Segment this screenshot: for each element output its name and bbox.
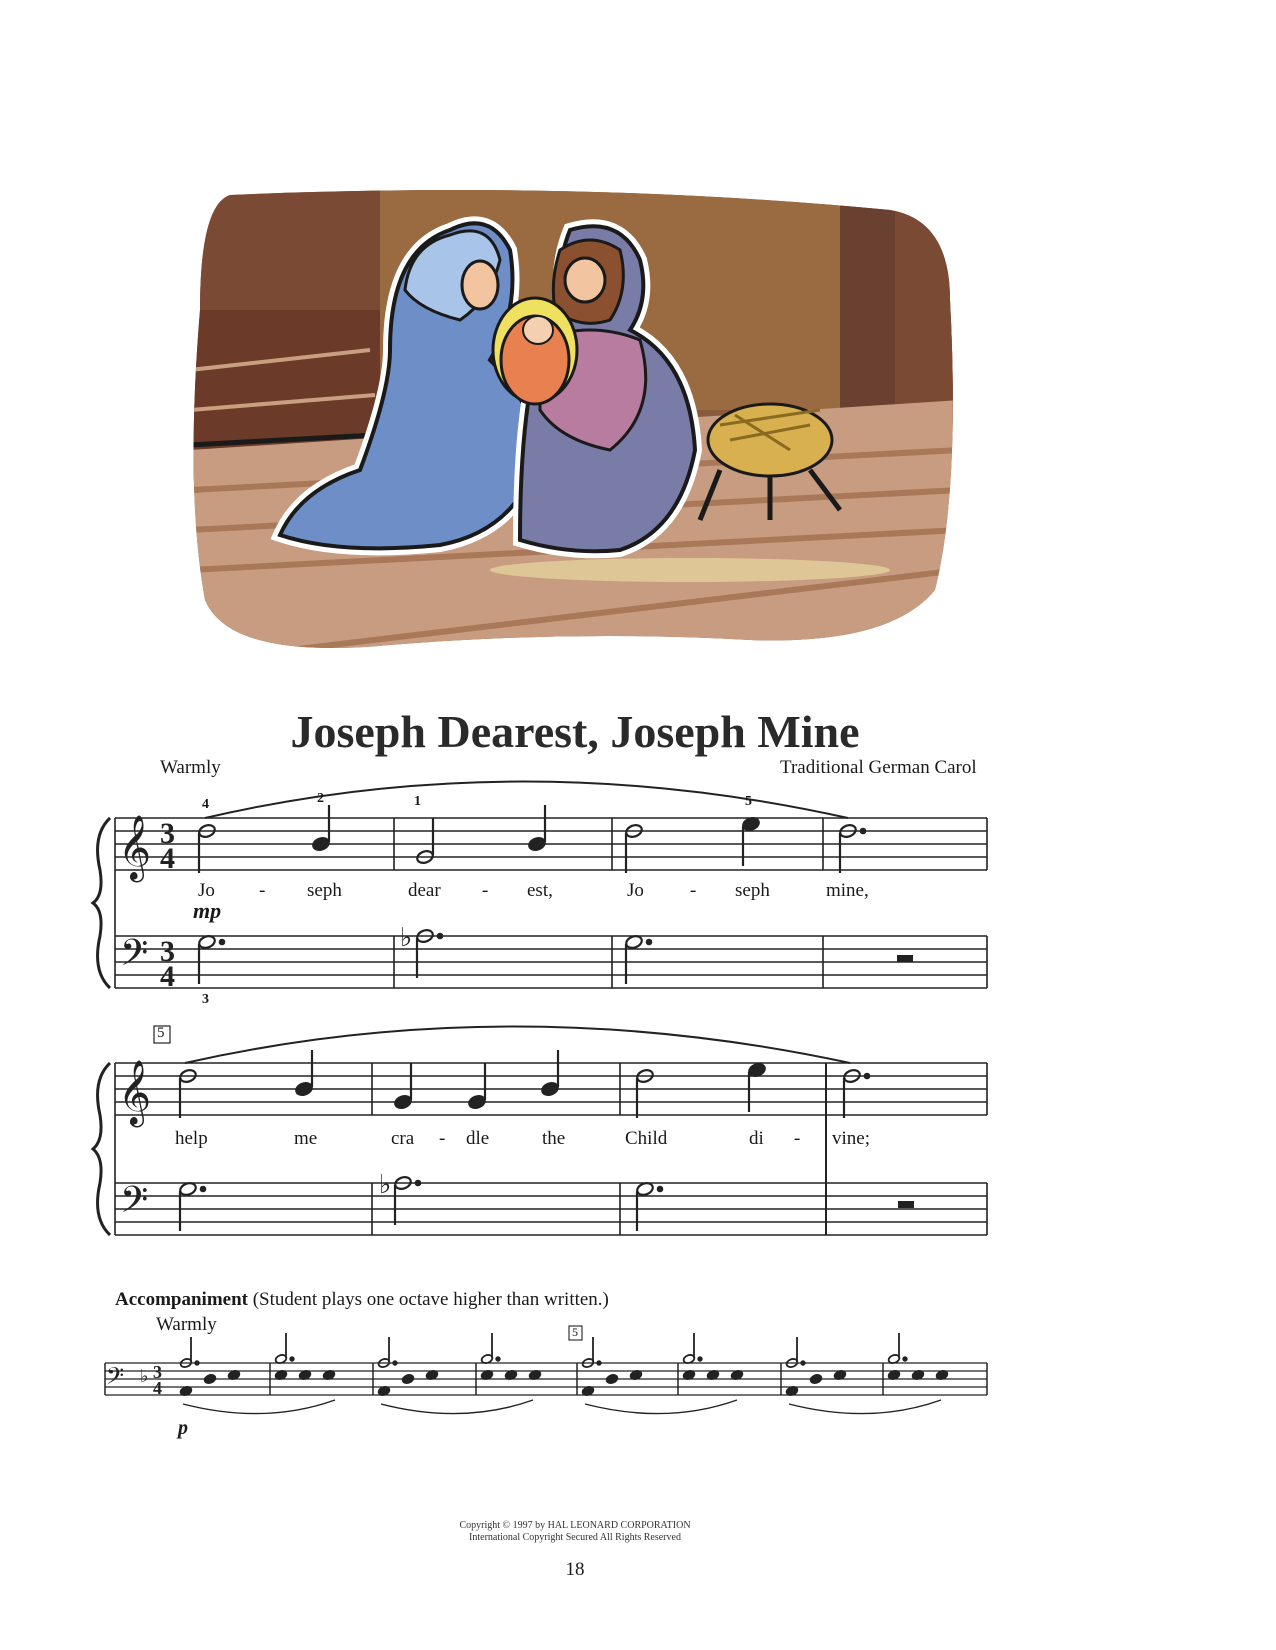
note-a4-quarter (312, 836, 331, 852)
accomp-lower-note (378, 1386, 391, 1397)
accomp-upper-note (683, 1354, 696, 1365)
accompaniment-notes (180, 1333, 949, 1414)
page-number: 18 (565, 1559, 585, 1580)
lyric-hyphen: - (794, 1128, 801, 1149)
copyright-line-2: International Copyright Secured All Rights Reserved (469, 1532, 681, 1543)
accomp-upper-note (180, 1358, 193, 1369)
accomp-slur (585, 1400, 737, 1414)
time-signature-bass (160, 935, 175, 993)
phrase-slur-2 (185, 1027, 850, 1064)
lyric: mine, (826, 880, 869, 901)
bass-staff-2 (115, 1183, 987, 1235)
svg-text:3: 3 (153, 1362, 162, 1382)
accomp-lower-note (810, 1374, 823, 1385)
lyric: dle (466, 1128, 490, 1149)
accomp-lower-note (912, 1370, 925, 1381)
svg-text:3: 3 (160, 817, 175, 850)
dot (801, 1361, 805, 1365)
fingering-1: 1 (414, 794, 421, 809)
dot (496, 1357, 500, 1361)
accomp-upper-note (786, 1358, 799, 1369)
svg-text:4: 4 (160, 960, 175, 993)
measure-number: 5 (157, 1025, 165, 1041)
accomp-upper-note (378, 1358, 391, 1369)
note-a4-quarter (528, 836, 547, 852)
composer-credit: Traditional German Carol (780, 757, 977, 778)
accomp-lower-note (323, 1370, 336, 1381)
accomp-lower-note (228, 1370, 241, 1381)
tempo-marking: Warmly (160, 757, 221, 778)
barlines-1 (115, 818, 987, 988)
note-c5-dotted-half (839, 823, 858, 839)
accomp-lower-note (936, 1370, 949, 1381)
bass-notes-2 (179, 1170, 914, 1231)
lyric: dear (408, 880, 441, 901)
flat-sign: ♭ (400, 923, 413, 953)
treble-staff-1 (115, 818, 987, 870)
accomp-lower-note (180, 1386, 193, 1397)
accomp-lower-note (204, 1374, 217, 1385)
note-f4-half (416, 849, 435, 865)
accomp-lower-note (529, 1370, 542, 1381)
accomp-lower-note (299, 1370, 312, 1381)
bass-staff-1 (115, 936, 987, 988)
bass-clef: 𝄢 (106, 1362, 125, 1395)
whole-rest (897, 955, 913, 962)
lyric-hyphen: - (482, 880, 489, 901)
lyric: seph (307, 880, 342, 901)
fingering-2: 2 (317, 791, 324, 806)
fingering-5: 5 (745, 794, 752, 809)
treble-notes-2 (179, 1050, 870, 1118)
accomp-slur (381, 1400, 533, 1414)
measure-number: 5 (572, 1325, 578, 1339)
accompaniment-heading (115, 1289, 609, 1311)
dot (903, 1357, 907, 1361)
note-d5-quarter (742, 816, 761, 832)
accomp-slur (789, 1400, 941, 1414)
treble-notes-1 (198, 805, 866, 873)
lyric: est, (527, 880, 553, 901)
accomp-upper-note (481, 1354, 494, 1365)
accomp-lower-note (707, 1370, 720, 1381)
copyright-notice (0, 1520, 1150, 1544)
lyric: seph (735, 880, 770, 901)
accompaniment-tempo: Warmly (156, 1314, 217, 1335)
dot (195, 1361, 199, 1365)
bass-clef: 𝄢 (120, 1179, 149, 1230)
dot (290, 1357, 294, 1361)
accomp-lower-note (786, 1386, 799, 1397)
svg-text:4: 4 (160, 842, 175, 875)
accomp-lower-note (630, 1370, 643, 1381)
dot (597, 1361, 601, 1365)
dot (393, 1361, 397, 1365)
accomp-slur (183, 1400, 335, 1414)
accomp-lower-note (834, 1370, 847, 1381)
svg-text:3: 3 (160, 935, 175, 968)
accomp-upper-note (582, 1358, 595, 1369)
accomp-lower-note (888, 1370, 901, 1381)
dynamic-p: p (178, 1417, 188, 1439)
accomp-lower-note (481, 1370, 494, 1381)
note-c5-half (198, 823, 217, 839)
fingering-4: 4 (202, 797, 209, 812)
fingering-bass-3: 3 (202, 992, 209, 1007)
accomp-lower-note (426, 1370, 439, 1381)
accomp-upper-note (275, 1354, 288, 1365)
accomp-lower-note (731, 1370, 744, 1381)
nativity-illustration (190, 190, 960, 650)
whole-rest (898, 1201, 914, 1208)
flat-sign: ♭ (379, 1170, 392, 1200)
lyric: Child (625, 1128, 668, 1149)
bass-clef: 𝄢 (120, 932, 149, 983)
lyric: help (175, 1128, 208, 1149)
lyric: Jo (198, 880, 215, 901)
svg-text:4: 4 (153, 1378, 162, 1398)
song-title: Joseph Dearest, Joseph Mine (290, 706, 860, 757)
treble-clef: 𝄞 (118, 1060, 152, 1125)
lyric: the (542, 1128, 566, 1149)
lyric: vine; (832, 1128, 870, 1149)
lyric: di (749, 1128, 764, 1149)
accompaniment-note: (Student plays one octave higher than written.) (252, 1289, 609, 1310)
accomp-lower-note (582, 1386, 595, 1397)
accomp-upper-note (888, 1354, 901, 1365)
copyright-line-1: Copyright © 1997 by HAL LEONARD CORPORATION (459, 1520, 691, 1531)
time-signature-treble (160, 817, 175, 875)
key-signature-flat: ♭ (140, 1366, 149, 1387)
accomp-lower-note (505, 1370, 518, 1381)
lyric: me (294, 1128, 318, 1149)
accomp-lower-note (683, 1370, 696, 1381)
accomp-lower-note (402, 1374, 415, 1385)
accompaniment-label: Accompaniment (115, 1289, 248, 1310)
accomp-lower-note (275, 1370, 288, 1381)
dot (698, 1357, 702, 1361)
accomp-lower-note (606, 1374, 619, 1385)
lyric-hyphen: - (439, 1128, 446, 1149)
treble-clef: 𝄞 (118, 815, 152, 880)
lyric-hyphen: - (259, 880, 266, 901)
brace-2 (93, 1063, 110, 1235)
brace-1 (93, 818, 110, 988)
lyric: cra (391, 1128, 415, 1149)
dynamic-mp: mp (193, 898, 222, 923)
note-c5-half (625, 823, 644, 839)
lyric: Jo (627, 880, 644, 901)
bass-notes-1 (198, 923, 913, 984)
treble-staff-2 (115, 1063, 987, 1115)
lyric-hyphen: - (690, 880, 697, 901)
